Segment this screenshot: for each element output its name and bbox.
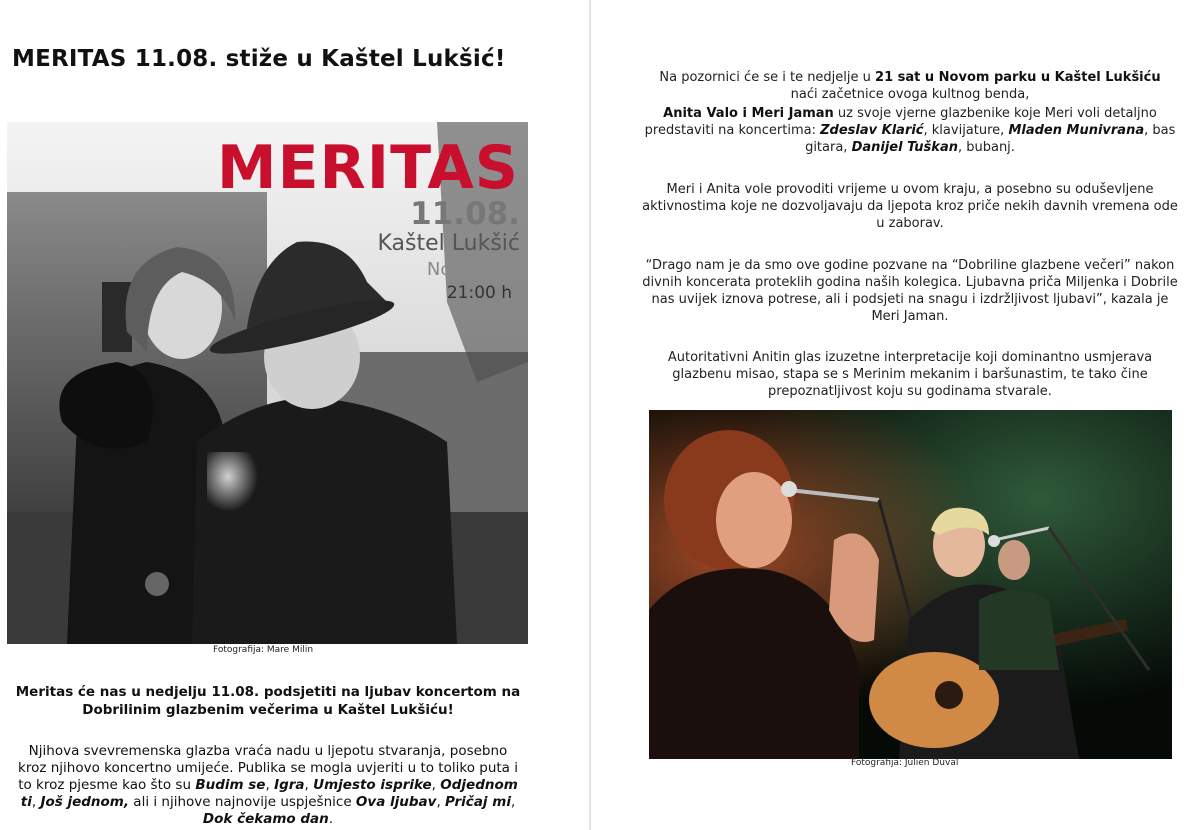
p2-text-a: uz svoje vjerne glazbenike koje Meri voli detaljno predstaviti na koncertima: — [644, 106, 1157, 138]
stage-photo-caption: Fotografija: Julien Duval — [851, 758, 959, 768]
left-page — [0, 0, 588, 830]
song-title: Pričaj mi — [445, 794, 511, 810]
song-title: Umjesto isprike — [313, 777, 432, 793]
concert-poster-photo — [7, 122, 528, 644]
paragraph-venue — [640, 69, 1180, 103]
body-intro: Njihova svevremenska glazba vraća nadu u ljepotu stvaranja, posebno kroz njihovo koncertno umijeće. Publika se mogla uvjeriti u to toliko puta i to kroz pjesme kao što su — [18, 743, 518, 793]
singer-names: Anita Valo i Meri Jaman — [663, 106, 834, 121]
lead-paragraph: Meritas će nas u nedjelju 11.08. podsjetiti na ljubav koncertom na Dobrilinim glazbenim večerima u Kaštel Lukšiću! — [15, 684, 521, 718]
song-title: Odjednom ti — [20, 777, 518, 810]
paragraph-quote: “Drago nam je da smo ove godine pozvane na “Dobriline glazbene večeri” nakon divnih koncerata proteklih godina naših kolegica. Ljubavna priča Miljenka i Dobrile nas uvijek iznova potrese, ali i podsjeti na snagu i izdržljivost ljubavi”, kazala je Meri Jaman. — [642, 258, 1178, 324]
song-title: Igra — [274, 777, 305, 793]
poster-time: 21:00 h — [446, 283, 512, 303]
p2-role-2: , bas gitara, — [805, 123, 1176, 155]
p1-text-c: naći začetnice ovoga kultnog benda, — [790, 87, 1030, 102]
p1-text-a: Na pozornici će se i te nedjelje u — [659, 70, 876, 85]
right-page — [592, 0, 1199, 830]
poster-venue: Novi park — [426, 259, 513, 280]
paragraph-musicians — [640, 105, 1180, 156]
page-divider — [589, 0, 591, 830]
musician-name: Zdeslav Klarić — [820, 123, 924, 138]
p2-role-3: , bubanj. — [957, 140, 1015, 155]
song-title: Ova ljubav — [355, 794, 437, 810]
p1-highlight: 21 sat u Novom parku u Kaštel Lukšiću — [875, 70, 1161, 85]
body-paragraph: Njihova svevremenska glazba vraća nadu u ljepotu stvaranja, posebno kroz njihovo koncertno umijeće. Publika se mogla uvjeriti u to toliko puta i to kroz pjesme kao što su Budim se, Igra, Umjesto isprike, Odjednom ti, Još jednom, ali i njihove najnovije uspješnice Ova ljubav, Pričaj mi, Dok čekamo dan. — [18, 743, 518, 827]
song-title: Budim se — [195, 777, 266, 793]
p2-role-1: , klavijature, — [923, 123, 1009, 138]
poster-date: 11.08. — [410, 196, 520, 232]
paragraph-region: Meri i Anita vole provoditi vrijeme u ovom kraju, a posebno su oduševljene aktivnostima koje ne dozvoljavaju da ljepota kroz priče nekih davnih vremena ode u zaborav. — [642, 182, 1178, 231]
paragraph-voice: Autoritativni Anitin glas izuzetne interpretacije koji dominantno usmjerava glazbenu misao, stapa se s Merinim mekanim i baršunastim, te tako čine prepoznatljivost koju su godinama stvarale. — [667, 350, 1153, 399]
poster-photo-caption: Fotografija: Mare Milin — [213, 645, 314, 655]
song-title: Još jednom, — [40, 794, 129, 810]
poster-place: Kaštel Lukšić — [377, 231, 520, 256]
musician-name: Danijel Tuškan — [851, 140, 958, 155]
poster-band-name: MERITAS — [216, 133, 519, 203]
body-mid: ali i njihove najnovije uspješnice — [129, 794, 356, 810]
concert-stage-photo — [649, 410, 1172, 759]
stage-photo-illustration — [649, 410, 1172, 759]
article-title: MERITAS 11.08. stiže u Kaštel Lukšić! — [12, 46, 506, 72]
song-title: Dok čekamo dan — [202, 811, 329, 827]
musician-name: Mladen Munivrana — [1008, 123, 1145, 138]
